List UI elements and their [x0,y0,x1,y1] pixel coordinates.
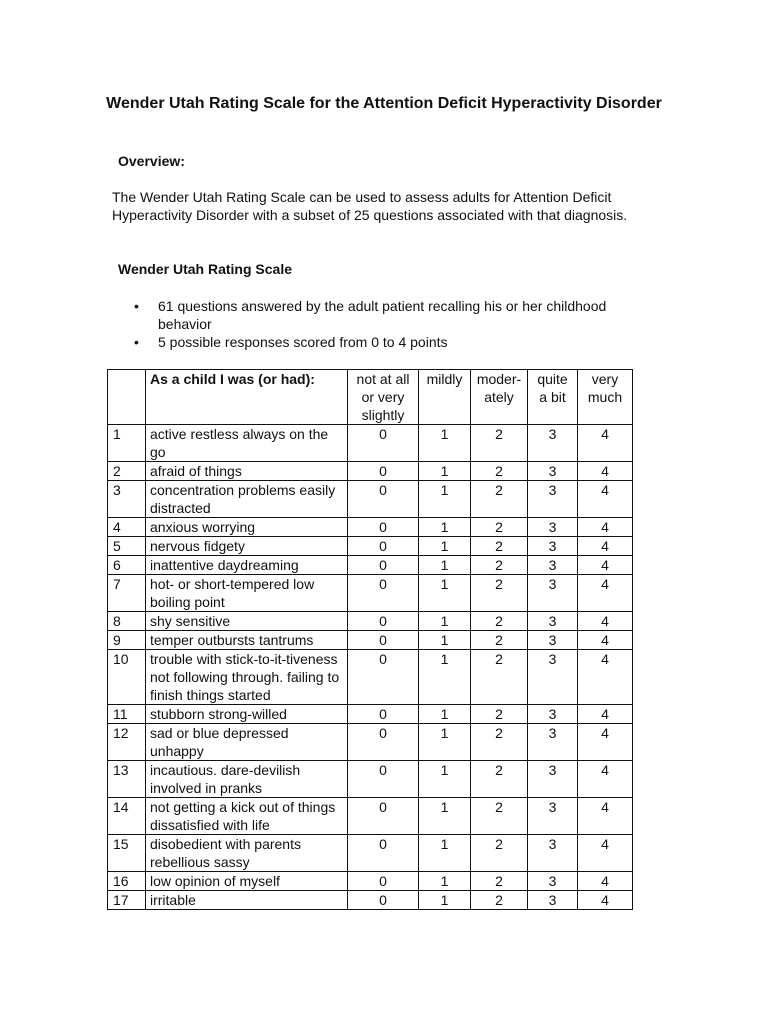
score-cell: 4 [578,575,633,612]
score-cell: 2 [471,705,528,724]
row-item-text: disobedient with parents rebellious sassy [146,835,348,872]
table-row [108,556,633,575]
row-number: 2 [108,462,146,481]
score-cell: 0 [348,556,419,575]
row-item-text: anxious worrying [146,518,348,537]
score-cell: 1 [419,631,471,650]
row-item-text: concentration problems easily distracted [146,481,348,518]
score-header-very-much: very much [578,370,633,425]
table-row [108,462,633,481]
score-cell: 1 [419,612,471,631]
score-cell: 2 [471,556,528,575]
score-cell: 3 [528,835,578,872]
score-cell: 1 [419,462,471,481]
score-cell: 3 [528,705,578,724]
bullet-icon: • [134,334,139,350]
score-cell: 0 [348,575,419,612]
bullet-item [112,333,652,351]
score-cell: 4 [578,631,633,650]
score-cell: 3 [528,462,578,481]
row-item-text: temper outbursts tantrums [146,631,348,650]
score-cell: 2 [471,537,528,556]
row-number: 1 [108,425,146,462]
row-item-text: active restless always on the go [146,425,348,462]
score-cell: 3 [528,556,578,575]
score-cell: 4 [578,518,633,537]
score-cell: 3 [528,425,578,462]
score-cell: 2 [471,481,528,518]
score-cell: 3 [528,481,578,518]
score-cell: 1 [419,798,471,835]
table-row [108,518,633,537]
score-cell: 3 [528,575,578,612]
score-cell: 4 [578,705,633,724]
score-cell: 0 [348,518,419,537]
score-cell: 1 [419,705,471,724]
table-header-row [108,370,633,425]
score-cell: 2 [471,612,528,631]
table-body [108,425,633,910]
row-number: 9 [108,631,146,650]
rating-scale-table [107,369,633,910]
row-number: 17 [108,891,146,910]
score-cell: 4 [578,481,633,518]
question-header: As a child I was (or had): [146,370,348,425]
score-cell: 4 [578,556,633,575]
score-cell: 1 [419,872,471,891]
row-number: 12 [108,724,146,761]
table-row [108,650,633,705]
bullet-item [112,297,652,333]
score-cell: 1 [419,481,471,518]
row-number: 6 [108,556,146,575]
score-cell: 1 [419,724,471,761]
row-number: 11 [108,705,146,724]
table-row [108,705,633,724]
score-cell: 0 [348,724,419,761]
row-number: 8 [108,612,146,631]
score-cell: 1 [419,537,471,556]
score-cell: 0 [348,537,419,556]
score-cell: 3 [528,724,578,761]
row-item-text: incautious. dare-devilish involved in pranks [146,761,348,798]
row-number: 10 [108,650,146,705]
number-header [108,370,146,425]
overview-heading: Overview: [118,153,185,169]
table-row [108,798,633,835]
score-cell: 2 [471,761,528,798]
score-cell: 1 [419,518,471,537]
row-number: 16 [108,872,146,891]
score-cell: 4 [578,872,633,891]
row-number: 4 [108,518,146,537]
score-cell: 0 [348,650,419,705]
info-bullet-list [112,297,652,351]
score-cell: 4 [578,724,633,761]
row-item-text: hot- or short-tempered low boiling point [146,575,348,612]
score-cell: 4 [578,537,633,556]
score-cell: 1 [419,425,471,462]
score-cell: 2 [471,518,528,537]
score-cell: 4 [578,798,633,835]
score-cell: 2 [471,724,528,761]
bullet-icon: • [134,298,139,314]
score-cell: 1 [419,556,471,575]
score-cell: 2 [471,798,528,835]
row-item-text: shy sensitive [146,612,348,631]
score-cell: 0 [348,612,419,631]
row-item-text: nervous fidgety [146,537,348,556]
row-item-text: not getting a kick out of things dissatisfied with life [146,798,348,835]
score-cell: 0 [348,872,419,891]
score-cell: 0 [348,761,419,798]
score-cell: 1 [419,650,471,705]
overview-text: The Wender Utah Rating Scale can be used to assess adults for Attention Deficit Hyperactivity Disorder with a subset of 25 questions associated with that diagnosis. [112,189,628,223]
table-row [108,761,633,798]
table-row [108,575,633,612]
table-row [108,481,633,518]
score-cell: 3 [528,650,578,705]
score-cell: 2 [471,575,528,612]
score-cell: 3 [528,631,578,650]
row-item-text: afraid of things [146,462,348,481]
bullet-text: 5 possible responses scored from 0 to 4 points [158,334,448,350]
table-row [108,612,633,631]
score-cell: 4 [578,612,633,631]
score-cell: 1 [419,891,471,910]
score-header-moderately: moder-ately [471,370,528,425]
score-cell: 3 [528,518,578,537]
score-cell: 0 [348,835,419,872]
row-item-text: stubborn strong-willed [146,705,348,724]
document-title: Wender Utah Rating Scale for the Attention Deficit Hyperactivity Disorder [106,95,662,112]
table-row [108,537,633,556]
table-row [108,724,633,761]
row-number: 15 [108,835,146,872]
table-row [108,872,633,891]
score-cell: 4 [578,425,633,462]
score-cell: 1 [419,835,471,872]
row-item-text: sad or blue depressed unhappy [146,724,348,761]
score-cell: 4 [578,462,633,481]
scale-heading: Wender Utah Rating Scale [118,261,293,277]
row-number: 14 [108,798,146,835]
score-cell: 3 [528,891,578,910]
row-item-text: inattentive daydreaming [146,556,348,575]
row-item-text: irritable [146,891,348,910]
score-cell: 3 [528,761,578,798]
score-header-quite-a-bit: quite a bit [528,370,578,425]
table-row [108,891,633,910]
score-cell: 2 [471,650,528,705]
score-cell: 2 [471,891,528,910]
score-cell: 0 [348,705,419,724]
score-cell: 4 [578,761,633,798]
score-header-mildly: mildly [419,370,471,425]
row-number: 13 [108,761,146,798]
score-cell: 2 [471,425,528,462]
score-cell: 0 [348,462,419,481]
score-header-not-at-all: not at all or very slightly [348,370,419,425]
table-row [108,835,633,872]
score-cell: 0 [348,631,419,650]
row-item-text: low opinion of myself [146,872,348,891]
score-cell: 4 [578,835,633,872]
row-number: 3 [108,481,146,518]
score-cell: 4 [578,650,633,705]
score-cell: 2 [471,835,528,872]
score-cell: 0 [348,891,419,910]
score-cell: 3 [528,798,578,835]
score-cell: 0 [348,425,419,462]
score-cell: 0 [348,481,419,518]
score-cell: 3 [528,872,578,891]
score-cell: 3 [528,537,578,556]
score-cell: 2 [471,631,528,650]
bullet-text: 61 questions answered by the adult patient recalling his or her childhood behavior [158,298,607,332]
table-row [108,425,633,462]
score-cell: 4 [578,891,633,910]
row-number: 7 [108,575,146,612]
score-cell: 2 [471,462,528,481]
score-cell: 1 [419,761,471,798]
row-item-text: trouble with stick-to-it-tiveness not following through. failing to finish things started [146,650,348,705]
score-cell: 0 [348,798,419,835]
score-cell: 3 [528,612,578,631]
score-cell: 1 [419,575,471,612]
row-number: 5 [108,537,146,556]
table-row [108,631,633,650]
score-cell: 2 [471,872,528,891]
